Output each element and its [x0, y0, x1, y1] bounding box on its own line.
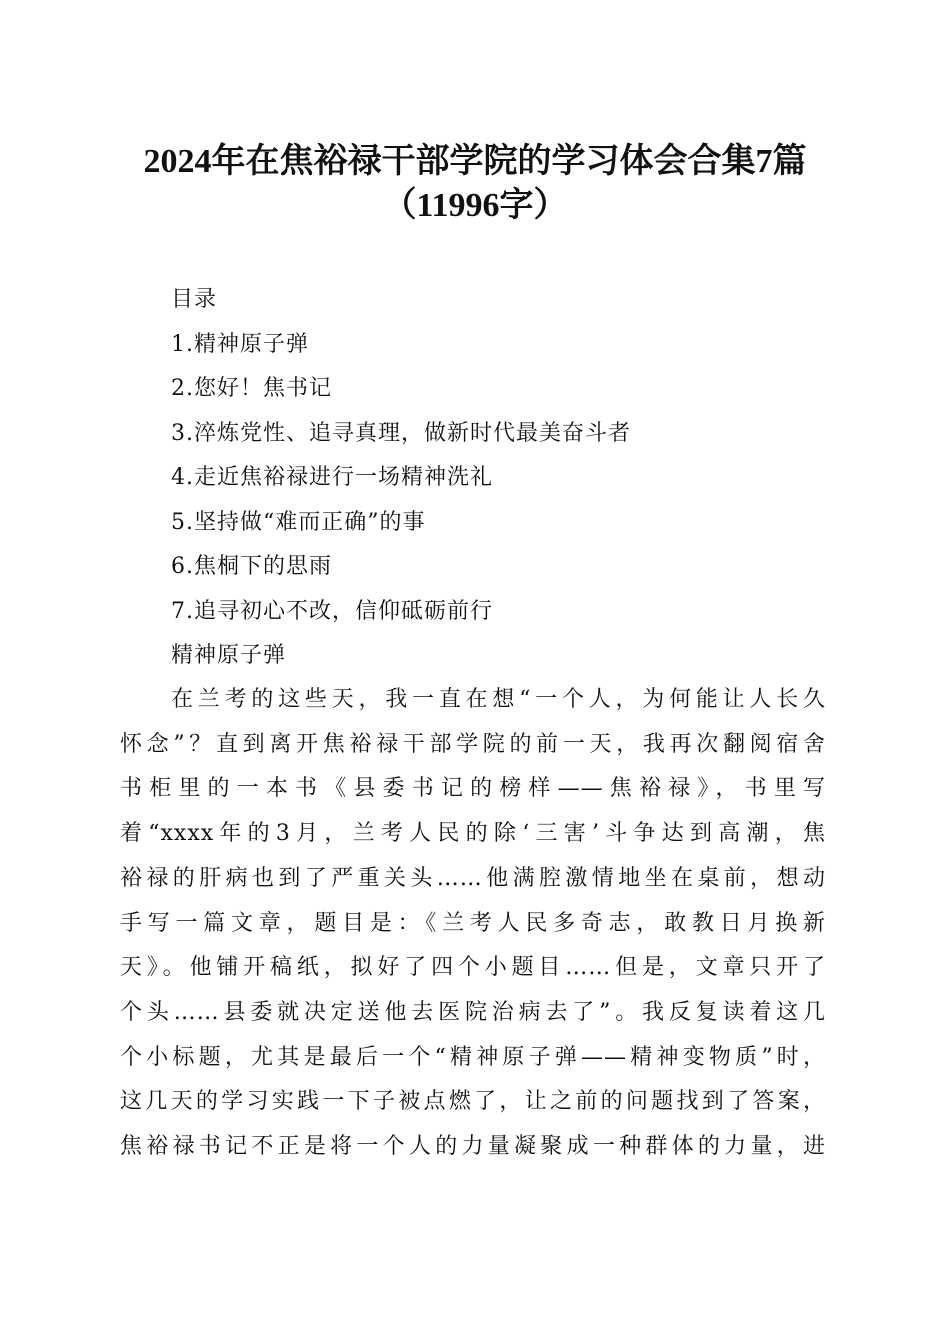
toc-item: 4.走近焦裕禄进行一场精神洗礼	[171, 465, 493, 490]
table-of-contents	[171, 278, 631, 679]
paragraph-line: 怀念”？直到离开焦裕禄干部学院的前一天，我再次翻阅宿舍	[120, 731, 826, 757]
toc-item: 2.您好！焦书记	[171, 376, 332, 401]
document-title: 2024年在焦裕禄干部学院的学习体会合集7篇	[143, 143, 807, 180]
paragraph-line: 手写一篇文章，题目是：《兰考人民多奇志，敢教日月换新	[120, 910, 826, 936]
document-title-word-count: （11996字）	[382, 187, 568, 224]
body-paragraph	[120, 678, 826, 1170]
paragraph-line: 个头……县委就决定送他去医院治病去了”。我反复读着这几	[120, 999, 826, 1025]
toc-item: 7.追寻初心不改，信仰砥砺前行	[171, 598, 493, 624]
paragraph-line: 个小标题，尤其是最后一个“精神原子弹——精神变物质”时，	[120, 1044, 826, 1070]
paragraph-line: 焦裕禄书记不正是将一个人的力量凝聚成一种群体的力量，进	[120, 1134, 826, 1160]
section-heading: 精神原子弹	[171, 643, 287, 668]
toc-item: 1.精神原子弹	[171, 331, 309, 357]
paragraph-line: 书柜里的一本书《县委书记的榜样——焦裕禄》，书里写	[120, 776, 826, 802]
paragraph-line: 天》。他铺开稿纸，拟好了四个小题目……但是，文章只开了	[120, 955, 826, 981]
paragraph-line: 这几天的学习实践一下子被点燃了，让之前的问题找到了答案，	[120, 1089, 826, 1115]
toc-heading: 目录	[171, 287, 218, 312]
paragraph-line: 裕禄的肝病也到了严重关头……他满腔激情地坐在桌前，想动	[120, 865, 826, 891]
paragraph-line: 着“xxxx年的3月，兰考人民的除‘三害’斗争达到高潮，焦	[120, 821, 826, 847]
paragraph-line: 在兰考的这些天，我一直在想“一个人，为何能让人长久	[171, 687, 826, 712]
toc-item: 5.坚持做“难而正确”的事	[171, 509, 426, 535]
toc-item: 6.焦桐下的思雨	[171, 554, 332, 579]
toc-item: 3.淬炼党性、追寻真理，做新时代最美奋斗者	[171, 420, 631, 446]
